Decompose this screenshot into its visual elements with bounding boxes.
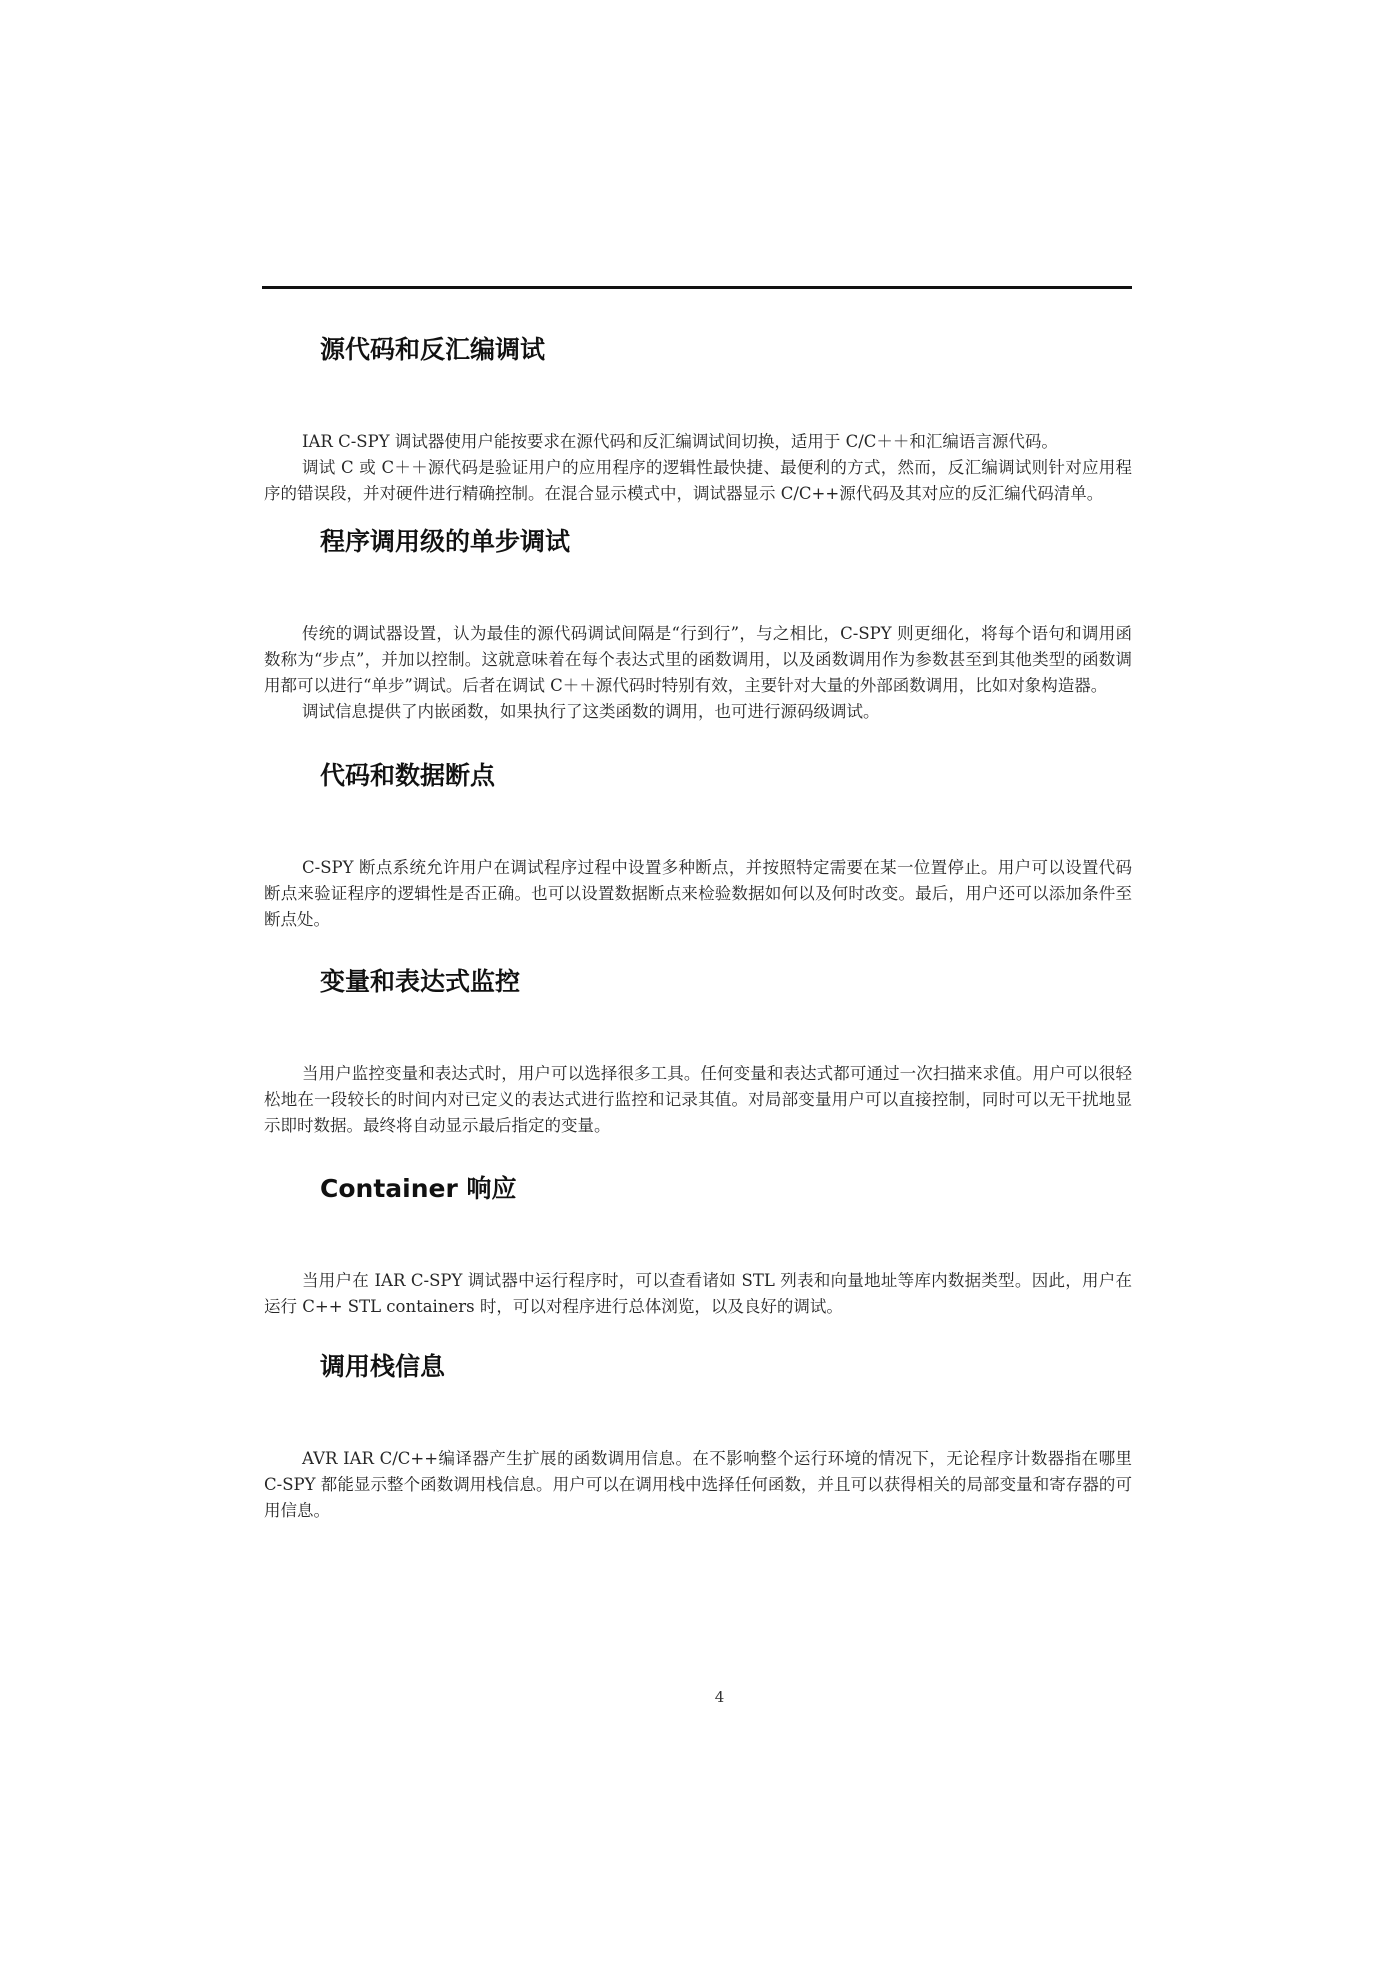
- section-source-disassembly-debug: [264, 333, 1132, 507]
- paragraph: 调试信息提供了内嵌函数，如果执行了这类函数的调用，也可进行源码级调试。: [302, 702, 880, 721]
- section-heading: 源代码和反汇编调试: [320, 335, 546, 364]
- section-variable-watch: [264, 965, 1132, 1139]
- section-body: [264, 1268, 1132, 1320]
- section-breakpoints: [264, 759, 1132, 933]
- section-body: [264, 429, 1132, 507]
- section-heading: 变量和表达式监控: [320, 967, 521, 996]
- section-body: [264, 1446, 1132, 1524]
- paragraph: C-SPY 断点系统允许用户在调试程序过程中设置多种断点，并按照特定需要在某一位置停止。用户可以设置代码断点来验证程序的逻辑性是否正确。也可以设置数据断点来检验数据如何以及何时改变。最后，用户还可以添加条件至断点处。: [264, 858, 1132, 929]
- section-heading: 代码和数据断点: [320, 761, 496, 790]
- paragraph: 调试 C 或 C＋＋源代码是验证用户的应用程序的逻辑性最快捷、最便利的方式，然而，反汇编调试则针对应用程序的错误段，并对硬件进行精确控制。在混合显示模式中，调试器显示 C/C++源代码及其对应的反汇编代码清单。: [264, 458, 1132, 503]
- paragraph: 当用户在 IAR C-SPY 调试器中运行程序时，可以查看诸如 STL 列表和向量地址等库内数据类型。因此，用户在运行 C++ STL containers 时，可以对程序进行总体浏览，以及良好的调试。: [264, 1271, 1132, 1316]
- paragraph: 当用户监控变量和表达式时，用户可以选择很多工具。任何变量和表达式都可通过一次扫描来求值。用户可以很轻松地在一段较长的时间内对已定义的表达式进行监控和记录其值。对局部变量用户可以直接控制，同时可以无干扰地显示即时数据。最终将自动显示最后指定的变量。: [264, 1064, 1132, 1135]
- section-body: [264, 855, 1132, 933]
- top-rule: [262, 286, 1132, 289]
- section-heading: 程序调用级的单步调试: [320, 527, 571, 556]
- section-body: [264, 621, 1132, 725]
- page-number: 4: [714, 1688, 725, 1706]
- section-heading: Container 响应: [320, 1174, 517, 1203]
- section-call-stack: [264, 1350, 1132, 1524]
- section-heading: 调用栈信息: [320, 1352, 446, 1381]
- paragraph: 传统的调试器设置，认为最佳的源代码调试间隔是“行到行”，与之相比，C-SPY 则更细化，将每个语句和调用函数称为“步点”，并加以控制。这就意味着在每个表达式里的函数调用，以及函数调用作为参数甚至到其他类型的函数调用都可以进行“单步”调试。后者在调试 C＋＋源代码时特别有效，主要针对大量的外部函数调用，比如对象构造器。: [264, 624, 1132, 695]
- document-page: [264, 333, 1132, 1524]
- paragraph: IAR C-SPY 调试器使用户能按要求在源代码和反汇编调试间切换，适用于 C/C＋＋和汇编语言源代码。: [302, 432, 1058, 451]
- section-step-debugging: [264, 525, 1132, 725]
- section-container-awareness: [264, 1172, 1132, 1320]
- section-body: [264, 1061, 1132, 1139]
- paragraph: AVR IAR C/C++编译器产生扩展的函数调用信息。在不影响整个运行环境的情况下，无论程序计数器指在哪里 C-SPY 都能显示整个函数调用栈信息。用户可以在调用栈中选择任何函数，并且可以获得相关的局部变量和寄存器的可用信息。: [264, 1449, 1132, 1520]
